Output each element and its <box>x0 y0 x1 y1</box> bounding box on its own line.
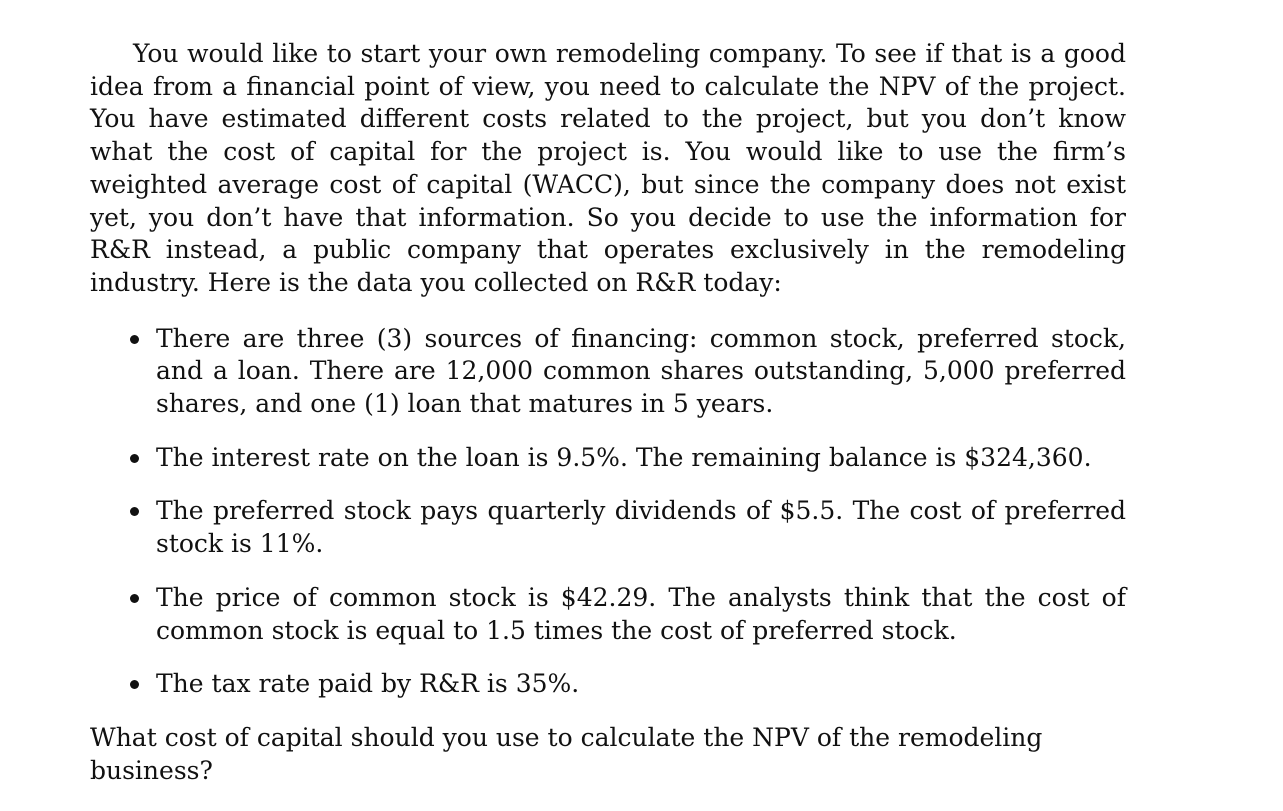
bullet-dot-icon <box>130 335 139 344</box>
bullet-text: The interest rate on the loan is 9.5%. The remaining balance is $324,360. <box>156 442 1092 472</box>
bullet-text: The tax rate paid by R&R is 35%. <box>156 669 580 699</box>
bullet-text: The preferred stock pays quarterly dividends of $5.5. The cost of preferred stock is 11%. <box>156 496 1126 559</box>
bullet-dot-icon <box>130 680 139 689</box>
bullet-preferred-stock <box>90 495 1126 560</box>
bullet-text: The price of common stock is $42.29. The analysts think that the cost of common stock is equal to 1.5 times the cost of preferred stock. <box>156 582 1126 645</box>
bullet-tax-rate <box>90 668 1126 701</box>
bullet-loan-interest <box>90 442 1126 475</box>
bullet-text: There are three (3) sources of financing: common stock, preferred stock, and a loan. There are 12,000 common shares outstanding, 5,000 preferred shares, and one (1) loan that matures in 5 years. <box>156 323 1126 419</box>
bullet-dot-icon <box>130 507 139 516</box>
intro-paragraph: You would like to start your own remodeling company. To see if that is a good idea from a financial point of view, you need to calculate the NPV of the project. You have estimated different costs related to the project, but you don’t know what the cost of capital for the project is. You would like to use the firm’s weighted average cost of capital (WACC), but since the company does not exist yet, you don’t have that information. So you decide to use the information for R&R instead, a public company that operates exclusively in the remodeling industry. Here is the data you collected on R&R today: <box>90 39 1126 297</box>
data-bullet-list <box>90 323 1126 701</box>
bullet-common-stock <box>90 582 1126 647</box>
bullet-dot-icon <box>130 454 139 463</box>
question-paragraph: What cost of capital should you use to calculate the NPV of the remodeling business? <box>90 722 1043 785</box>
bullet-financing-sources <box>90 323 1126 421</box>
bullet-dot-icon <box>130 594 139 603</box>
document-page <box>90 38 1126 787</box>
